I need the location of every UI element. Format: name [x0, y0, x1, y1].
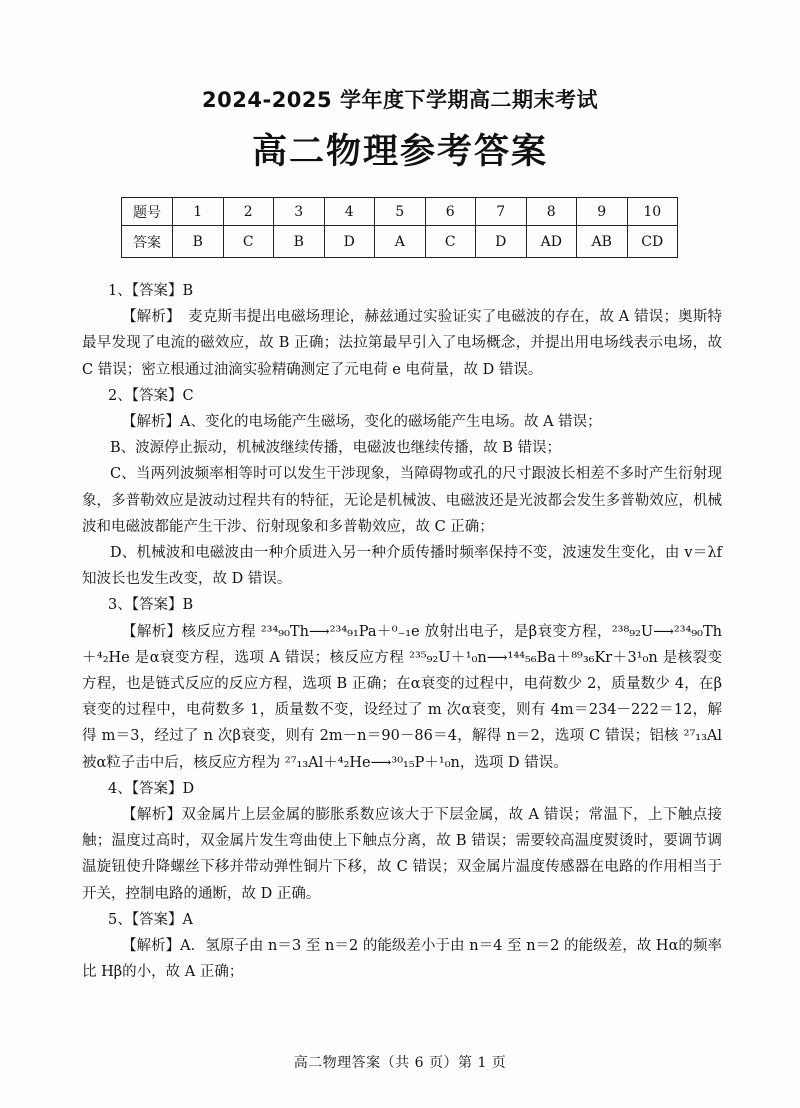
answer-cell: B [274, 226, 325, 258]
question-2-option-b: B、波源停止振动，机械波继续传播，电磁波也继续传播，故 B 错误； [110, 440, 562, 457]
question-number-cell: 8 [526, 198, 577, 226]
question-number-cell: 3 [274, 198, 325, 226]
answer-cell: D [476, 226, 527, 258]
answer-table [121, 197, 678, 258]
question-number-cell: 1 [173, 198, 224, 226]
question-4-analysis: 【解析】双金属片上层金属的膨胀系数应该大于下层金属，故 A 错误；常温下，上下触点接触；温度过高时，双金属片发生弯曲使上下触点分离，故 B 错误；需要较高温度熨烫时，要调节调温旋钮使升降螺丝下移并带动弹性铜片下移，故 C 错误；双金属片温度传感器在电路的作用相当于开关，控制电路的通断，故 D 正确。 [82, 807, 722, 902]
question-1-answer: 1、【答案】B [108, 283, 194, 299]
question-4-answer: 4、【答案】D [108, 780, 195, 797]
page-footer: 高二物理答案（共 6 页）第 1 页 [293, 1055, 507, 1071]
answer-cell: CD [627, 226, 678, 258]
question-2-answer: 2、【答案】C [108, 387, 194, 404]
document-title: 高二物理参考答案 [251, 132, 548, 172]
question-5-answer: 5、【答案】A [108, 911, 193, 928]
answer-cell: C [223, 226, 274, 258]
row-label-number: 题号 [122, 198, 173, 226]
question-number-cell: 7 [476, 198, 527, 226]
exam-title: 2024-2025 学年度下学期高二期末考试 [202, 88, 598, 112]
solutions-body [82, 278, 722, 985]
question-number-cell: 10 [627, 198, 678, 226]
question-number-cell: 6 [425, 198, 476, 226]
answer-cell: A [375, 226, 426, 258]
question-2-option-d: D、机械波和电磁波由一种介质进入另一种介质传播时频率保持不变，波速发生变化，由 v＝λf 知波长也发生改变，故 D 错误。 [82, 545, 722, 588]
question-3-answer: 3、【答案】B [108, 597, 194, 614]
answer-cell: AD [526, 226, 577, 258]
question-3-analysis: 【解析】核反应方程 ²³⁴₉₀Th⟶²³⁴₉₁Pa＋⁰₋₁e 放射出电子，是β衰变方程，²³⁸₉₂U⟶²³⁴₉₀Th＋⁴₂He 是α衰变方程，选项 A 错误；核反应方程 ²³⁵₉₂U＋¹₀n⟶¹⁴⁴₅₆Ba＋⁸⁹₃₆Kr＋3¹₀n 是核裂变方程，也是链式反应的反应方程，选项 B 正确；在α衰变的过程中，电荷数少 2，质量数少 4，在β衰变的过程中，电荷数多 1，质量数不变，设经过了 m 次α衰变，则有 4m＝234－222＝12，解得 m＝3，经过了 n 次β衰变，则有 2m－n＝90－86＝4，解得 n＝2，选项 C 错误；铝核 ²⁷₁₃Al 被α粒子击中后，核反应方程为 ²⁷₁₃Al＋⁴₂He⟶³⁰₁₅P＋¹₀n，选项 D 错误。 [82, 623, 722, 771]
question-5-analysis: 【解析】A．氢原子由 n＝3 至 n＝2 的能级差小于由 n＝4 至 n＝2 的能级差，故 Hα的频率比 Hβ的小，故 A 正确； [82, 938, 722, 981]
question-number-cell: 2 [223, 198, 274, 226]
answer-cell: B [173, 226, 224, 258]
question-number-cell: 9 [577, 198, 628, 226]
answer-cell: AB [577, 226, 628, 258]
question-1-analysis: 【解析】 麦克斯韦提出电磁场理论，赫兹通过实验证实了电磁波的存在，故 A 错误；奥斯特最早发现了电流的磁效应，故 B 正确；法拉第最早引入了电场概念，并提出用电场线表示电场，故 C 错误；密立根通过油滴实验精确测定了元电荷 e 电荷量，故 D 错误。 [82, 309, 722, 378]
question-2-analysis: 【解析】A、变化的电场能产生磁场，变化的磁场能产生电场。故 A 错误； [122, 414, 602, 431]
question-number-row [122, 198, 678, 226]
question-2-option-c: C、当两列波频率相等时可以发生干涉现象，当障碍物或孔的尺寸跟波长相差不多时产生衍射现象，多普勒效应是波动过程共有的特征，无论是机械波、电磁波还是光波都会发生多普勒效应，机械波和电磁波都能产生干涉、衍射现象和多普勒效应，故 C 正确； [82, 466, 722, 535]
answer-cell: D [324, 226, 375, 258]
answer-cell: C [425, 226, 476, 258]
row-label-answer: 答案 [122, 226, 173, 258]
answer-row [122, 226, 678, 258]
question-number-cell: 5 [375, 198, 426, 226]
question-number-cell: 4 [324, 198, 375, 226]
